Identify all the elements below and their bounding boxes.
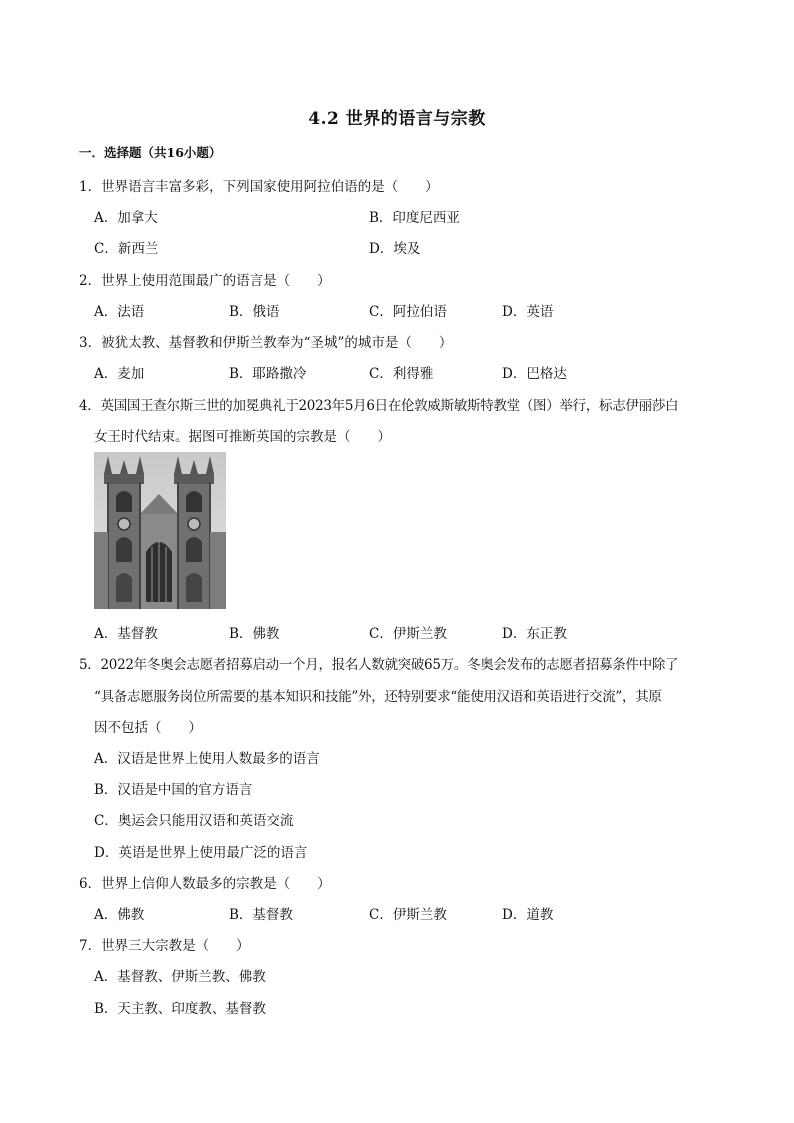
question-6-stem: 6．世界上信仰人数最多的宗教是（ ） [79,876,331,892]
westminster-abbey-photo [94,452,226,609]
question-5-stem-line-2: “具备志愿服务岗位所需要的基本知识和技能”外，还特别要求“能使用汉语和英语进行交流”，其原 [94,689,662,705]
question-7-stem: 7．世界三大宗教是（ ） [79,938,250,954]
question-6-option-b[interactable]: B．基督教 [229,907,293,923]
question-5-stem-line-1: 5．2022年冬奥会志愿者招募启动一个月，报名人数就突破65万。冬奥会发布的志愿者招募条件中除了 [79,657,679,673]
question-4-stem-line-2: 女王时代结束。据图可推断英国的宗教是（ ） [94,429,391,445]
question-7-option-b[interactable]: B．天主教、印度教、基督教 [94,1001,266,1017]
question-1-option-b[interactable]: B．印度尼西亚 [369,210,460,226]
question-1-stem: 1．世界语言丰富多彩，下列国家使用阿拉伯语的是（ ） [79,179,439,195]
question-5-stem-line-3: 因不包括（ ） [94,720,202,736]
question-5-option-b[interactable]: B．汉语是中国的官方语言 [94,782,253,798]
question-2-option-c[interactable]: C．阿拉伯语 [369,304,447,320]
question-5-option-c[interactable]: C．奥运会只能用汉语和英语交流 [94,813,294,829]
document-title: 4.2 世界的语言与宗教 [308,109,486,129]
question-4-option-c[interactable]: C．伊斯兰教 [369,626,447,642]
question-2-option-b[interactable]: B．俄语 [229,304,280,320]
question-5-option-d[interactable]: D．英语是世界上使用最广泛的语言 [94,845,308,861]
question-3-option-b[interactable]: B．耶路撒冷 [229,366,307,382]
section-heading: 一．选择题（共16小题） [79,145,222,160]
question-4-option-b[interactable]: B．佛教 [229,626,280,642]
question-2-option-d[interactable]: D．英语 [502,304,554,320]
question-3-option-d[interactable]: D．巴格达 [502,366,567,382]
question-7-option-a[interactable]: A．基督教、伊斯兰教、佛教 [94,969,266,985]
question-2-option-a[interactable]: A．法语 [94,304,145,320]
question-4-stem-line-1: 4．英国国王查尔斯三世的加冕典礼于2023年5月6日在伦敦威斯敏斯特教堂（图）举行，标志伊丽莎白 [79,398,679,414]
question-3-option-c[interactable]: C．利得雅 [369,366,434,382]
question-1-option-d[interactable]: D．埃及 [369,241,421,257]
question-1-option-c[interactable]: C．新西兰 [94,241,159,257]
question-3-stem: 3．被犹太教、基督教和伊斯兰教奉为“圣城”的城市是（ ） [79,335,453,351]
question-6-option-c[interactable]: C．伊斯兰教 [369,907,447,923]
question-5-option-a[interactable]: A．汉语是世界上使用人数最多的语言 [94,751,320,767]
question-4-option-d[interactable]: D．东正教 [502,626,567,642]
question-3-option-a[interactable]: A．麦加 [94,366,145,382]
question-2-stem: 2．世界上使用范围最广的语言是（ ） [79,273,331,289]
question-4-option-a[interactable]: A．基督教 [94,626,158,642]
question-1-option-a[interactable]: A．加拿大 [94,210,158,226]
question-6-option-a[interactable]: A．佛教 [94,907,145,923]
question-6-option-d[interactable]: D．道教 [502,907,554,923]
